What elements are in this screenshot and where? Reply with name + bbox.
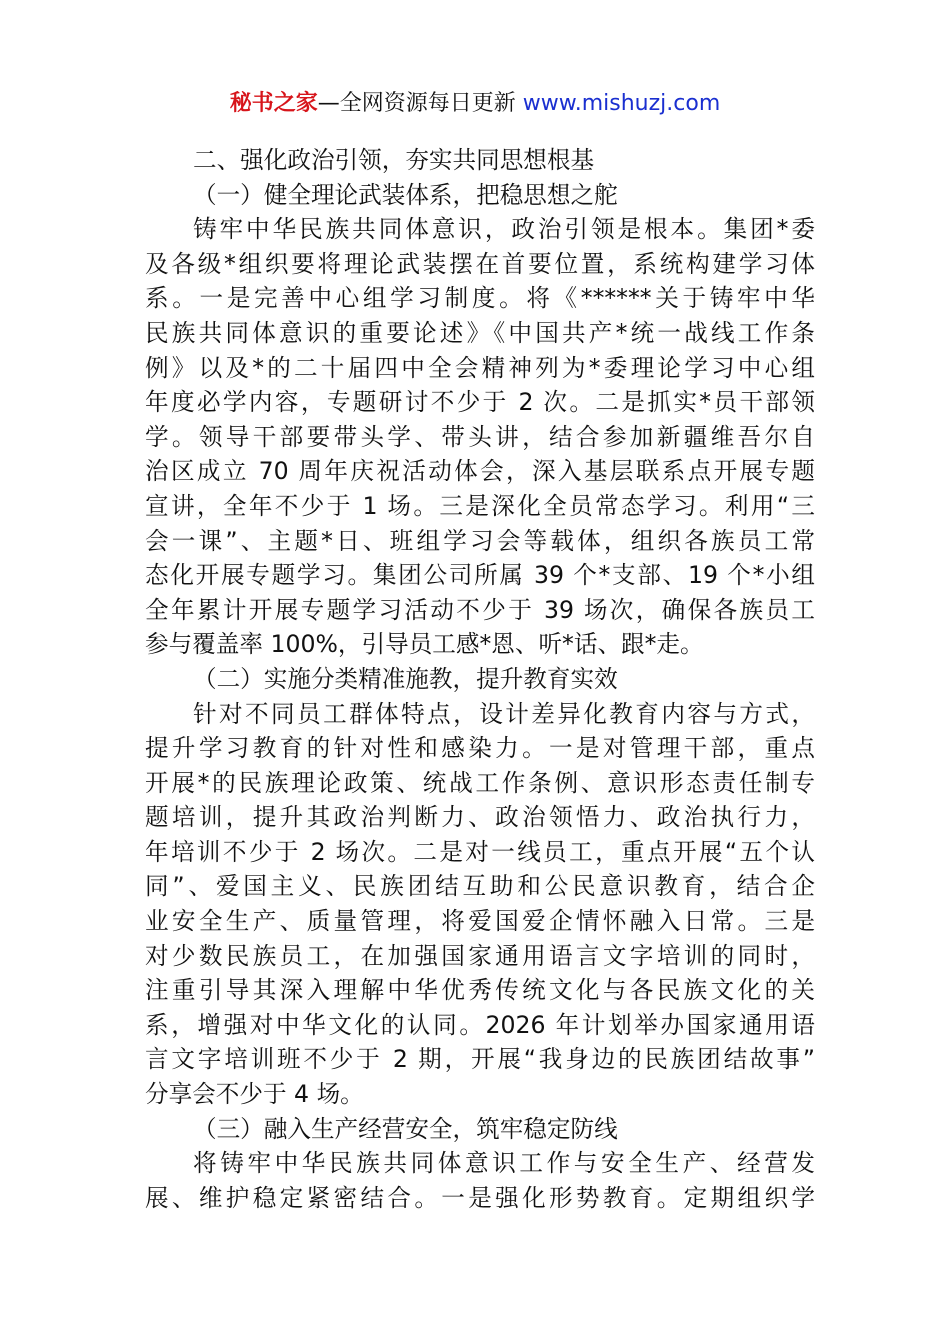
paragraph-line: 将铸牢中华民族共同体意识工作与安全生产、经营发 bbox=[193, 1149, 815, 1178]
paragraph-line: 学。领导干部要带头学、带头讲，结合参加新疆维吾尔自 bbox=[145, 422, 815, 451]
site-brand: 秘书之家 bbox=[229, 91, 318, 116]
paragraph-line: 治区成立 70 周年庆祝活动体会，深入基层联系点开展专题 bbox=[145, 457, 815, 486]
paragraph-line: 会一课”、主题*日、班组学习会等载体，组织各族员工常 bbox=[145, 526, 815, 555]
site-url-link[interactable]: www.mishuzj.com bbox=[522, 91, 721, 116]
paragraph-line: 提升学习教育的针对性和感染力。一是对管理干部，重点 bbox=[145, 734, 815, 763]
subsection-heading: （三）融入生产经营安全，筑牢稳定防线 bbox=[193, 1114, 618, 1143]
paragraph-line: 例》以及*的二十届四中全会精神列为*委理论学习中心组 bbox=[145, 353, 815, 382]
paragraph-line: 年培训不少于 2 场次。二是对一线员工，重点开展“五个认 bbox=[145, 837, 815, 866]
paragraph-line: 民族共同体意识的重要论述》《中国共产*统一战线工作条 bbox=[145, 318, 815, 347]
paragraph-line: 题培训，提升其政治判断力、政治领悟力、政治执行力， bbox=[145, 803, 815, 832]
paragraph-line: 开展*的民族理论政策、统战工作条例、意识形态责任制专 bbox=[145, 768, 815, 797]
paragraph-line: 宣讲，全年不少于 1 场。三是深化全员常态学习。利用“三 bbox=[145, 491, 815, 520]
paragraph-line: 参与覆盖率 100%，引导员工感*恩、听*话、跟*走。 bbox=[145, 630, 704, 659]
paragraph-line: 全年累计开展专题学习活动不少于 39 场次，确保各族员工 bbox=[145, 595, 815, 624]
paragraph-line: 系。一是完善中心组学习制度。将《******关于铸牢中华 bbox=[145, 284, 815, 313]
paragraph-line: 及各级*组织要将理论武装摆在首要位置，系统构建学习体 bbox=[145, 249, 815, 278]
paragraph-line: 同”、爱国主义、民族团结互助和公民意识教育，结合企 bbox=[145, 872, 815, 901]
subsection-heading: （一）健全理论武装体系，把稳思想之舵 bbox=[193, 180, 618, 209]
paragraph-line: 针对不同员工群体特点，设计差异化教育内容与方式， bbox=[193, 699, 815, 728]
paragraph-line: 言文字培训班不少于 2 期，开展“我身边的民族团结故事” bbox=[145, 1045, 815, 1074]
document-body bbox=[145, 143, 815, 1215]
paragraph-line: 系，增强对中华文化的认同。2026 年计划举办国家通用语 bbox=[145, 1010, 815, 1039]
paragraph-line: 分享会不少于 4 场。 bbox=[145, 1080, 364, 1109]
paragraph-line: 对少数民族员工，在加强国家通用语言文字培训的同时， bbox=[145, 941, 815, 970]
paragraph-line: 年度必学内容，专题研讨不少于 2 次。二是抓实*员干部领 bbox=[145, 388, 815, 417]
paragraph-line: 业安全生产、质量管理，将爱国爱企情怀融入日常。三是 bbox=[145, 907, 815, 936]
section-heading: 二、强化政治引领，夯实共同思想根基 bbox=[193, 146, 595, 174]
subsection-heading: （二）实施分类精准施教，提升教育实效 bbox=[193, 664, 618, 693]
paragraph-line: 铸牢中华民族共同体意识，政治引领是根本。集团*委 bbox=[193, 215, 815, 244]
site-header bbox=[0, 88, 950, 120]
paragraph-line: 注重引导其深入理解中华优秀传统文化与各民族文化的关 bbox=[145, 976, 815, 1005]
paragraph-line: 展、维护稳定紧密结合。一是强化形势教育。定期组织学 bbox=[145, 1183, 815, 1212]
site-tagline: —全网资源每日更新 bbox=[317, 91, 516, 116]
paragraph-line: 态化开展专题学习。集团公司所属 39 个*支部、19 个*小组 bbox=[145, 561, 815, 590]
